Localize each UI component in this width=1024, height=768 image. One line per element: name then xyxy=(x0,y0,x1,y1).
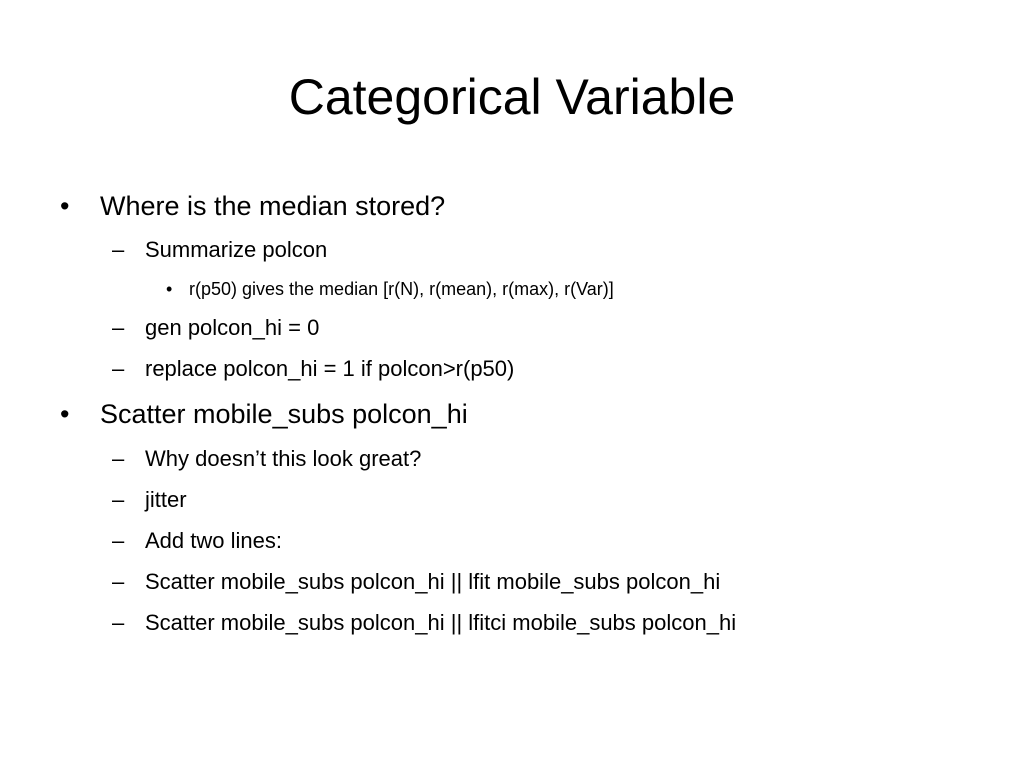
slide-title: Categorical Variable xyxy=(288,69,736,125)
bullet-marker: • xyxy=(60,399,70,429)
sub-bullet-text: replace polcon_hi = 1 if polcon>r(p50) xyxy=(145,356,515,381)
bullet-text: Scatter mobile_subs polcon_hi xyxy=(100,399,468,429)
sub-bullet-text: Why doesn’t this look great? xyxy=(145,446,422,471)
dash-marker: – xyxy=(112,237,125,262)
sub-bullet-text: Summarize polcon xyxy=(145,237,328,262)
dash-marker: – xyxy=(112,315,125,340)
dash-marker: – xyxy=(112,446,125,471)
bullet-marker: • xyxy=(60,191,70,221)
dash-marker: – xyxy=(112,487,125,512)
sub-bullet-text: jitter xyxy=(145,487,187,512)
dash-marker: – xyxy=(112,528,125,553)
sub-bullet-text: Add two lines: xyxy=(145,528,282,553)
bullet-text: Where is the median stored? xyxy=(100,191,446,221)
sub-bullet-text: Scatter mobile_subs polcon_hi || lfitci mobile_subs polcon_hi xyxy=(145,610,737,635)
sub-sub-bullet-text: r(p50) gives the median [r(N), r(mean), r(max), r(Var)] xyxy=(189,279,614,299)
dash-marker: – xyxy=(112,610,125,635)
dash-marker: – xyxy=(112,569,125,594)
sub-bullet-text: Scatter mobile_subs polcon_hi || lfit mobile_subs polcon_hi xyxy=(145,569,721,594)
dash-marker: – xyxy=(112,356,125,381)
sub-bullet-text: gen polcon_hi = 0 xyxy=(145,315,320,340)
bullet-marker: • xyxy=(166,279,173,299)
